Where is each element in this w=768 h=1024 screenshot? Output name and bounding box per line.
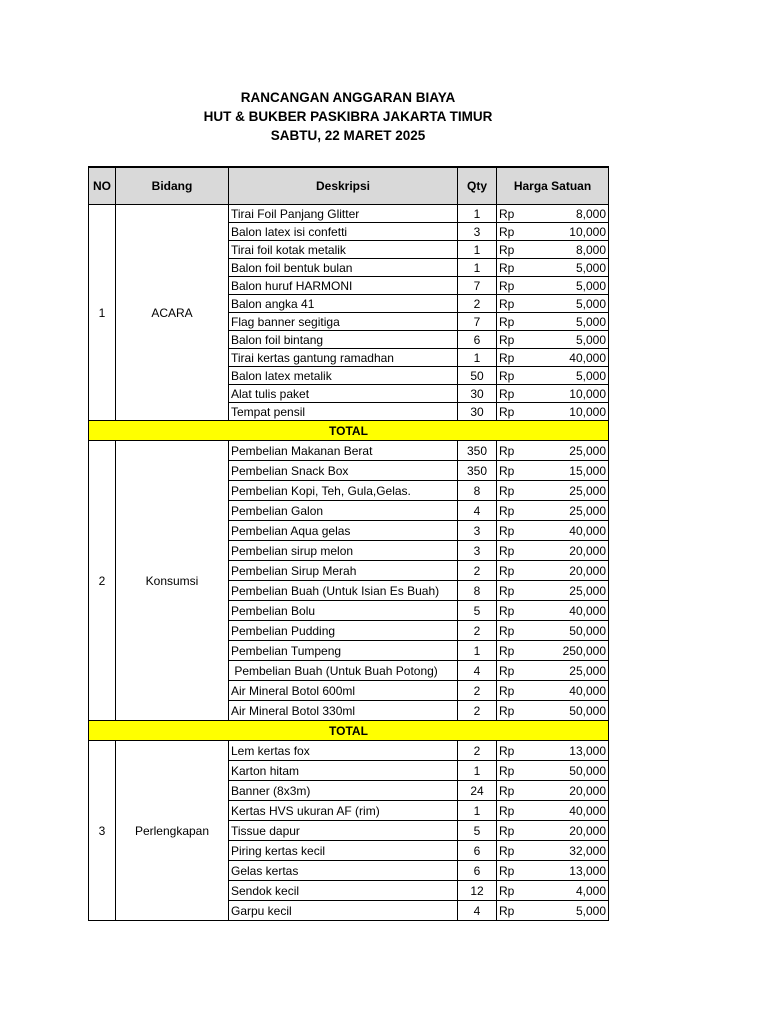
item-description: Pembelian sirup melon bbox=[229, 541, 458, 561]
item-qty: 3 bbox=[458, 521, 497, 541]
item-qty: 3 bbox=[458, 223, 497, 241]
item-description: Piring kertas kecil bbox=[229, 841, 458, 861]
price-amount: 20,000 bbox=[569, 783, 606, 798]
item-description: Pembelian Tumpeng bbox=[229, 641, 458, 661]
item-price bbox=[497, 901, 609, 921]
item-qty: 6 bbox=[458, 841, 497, 861]
currency-label: Rp bbox=[499, 314, 515, 329]
price-amount: 5,000 bbox=[575, 368, 606, 383]
item-price bbox=[497, 881, 609, 901]
item-qty: 1 bbox=[458, 205, 497, 223]
price-amount: 40,000 bbox=[569, 350, 606, 365]
price-amount: 5,000 bbox=[575, 260, 606, 275]
item-qty: 4 bbox=[458, 901, 497, 921]
item-price bbox=[497, 295, 609, 313]
section-bidang: ACARA bbox=[116, 205, 229, 421]
item-qty: 6 bbox=[458, 861, 497, 881]
item-description: Pembelian Galon bbox=[229, 501, 458, 521]
item-qty: 1 bbox=[458, 761, 497, 781]
header-no: NO bbox=[89, 167, 116, 205]
item-price bbox=[497, 661, 609, 681]
item-price bbox=[497, 781, 609, 801]
item-description: Pembelian Pudding bbox=[229, 621, 458, 641]
item-description: Tirai foil kotak metalik bbox=[229, 241, 458, 259]
currency-label: Rp bbox=[499, 643, 515, 658]
item-description: Karton hitam bbox=[229, 761, 458, 781]
currency-label: Rp bbox=[499, 483, 515, 498]
item-qty: 1 bbox=[458, 641, 497, 661]
item-price bbox=[497, 841, 609, 861]
item-qty: 30 bbox=[458, 385, 497, 403]
price-amount: 50,000 bbox=[569, 623, 606, 638]
header-bidang: Bidang bbox=[116, 167, 229, 205]
item-description: Tempat pensil bbox=[229, 403, 458, 421]
price-amount: 8,000 bbox=[575, 242, 606, 257]
total-label: TOTAL bbox=[89, 721, 609, 741]
item-qty: 2 bbox=[458, 701, 497, 721]
price-amount: 5,000 bbox=[575, 332, 606, 347]
price-amount: 8,000 bbox=[575, 206, 606, 221]
currency-label: Rp bbox=[499, 242, 515, 257]
table-body bbox=[89, 205, 609, 921]
item-qty: 2 bbox=[458, 741, 497, 761]
currency-label: Rp bbox=[499, 260, 515, 275]
price-amount: 20,000 bbox=[569, 563, 606, 578]
currency-label: Rp bbox=[499, 903, 515, 918]
item-price bbox=[497, 741, 609, 761]
price-amount: 15,000 bbox=[569, 463, 606, 478]
document-title bbox=[88, 88, 608, 145]
section-number: 1 bbox=[89, 205, 116, 421]
currency-label: Rp bbox=[499, 503, 515, 518]
price-amount: 32,000 bbox=[569, 843, 606, 858]
item-price bbox=[497, 223, 609, 241]
header-row bbox=[89, 167, 609, 205]
currency-label: Rp bbox=[499, 883, 515, 898]
price-amount: 10,000 bbox=[569, 404, 606, 419]
price-amount: 10,000 bbox=[569, 224, 606, 239]
item-qty: 1 bbox=[458, 241, 497, 259]
price-amount: 20,000 bbox=[569, 823, 606, 838]
item-price bbox=[497, 313, 609, 331]
item-qty: 350 bbox=[458, 441, 497, 461]
item-qty: 8 bbox=[458, 581, 497, 601]
item-description: Garpu kecil bbox=[229, 901, 458, 921]
item-description: Balon latex metalik bbox=[229, 367, 458, 385]
currency-label: Rp bbox=[499, 763, 515, 778]
price-amount: 25,000 bbox=[569, 583, 606, 598]
item-qty: 30 bbox=[458, 403, 497, 421]
item-price bbox=[497, 801, 609, 821]
item-qty: 2 bbox=[458, 295, 497, 313]
currency-label: Rp bbox=[499, 332, 515, 347]
currency-label: Rp bbox=[499, 523, 515, 538]
price-amount: 40,000 bbox=[569, 803, 606, 818]
item-price bbox=[497, 241, 609, 259]
currency-label: Rp bbox=[499, 703, 515, 718]
budget-table bbox=[88, 166, 609, 921]
price-amount: 25,000 bbox=[569, 443, 606, 458]
price-amount: 40,000 bbox=[569, 683, 606, 698]
item-qty: 24 bbox=[458, 781, 497, 801]
table-row bbox=[89, 741, 609, 761]
item-qty: 7 bbox=[458, 313, 497, 331]
item-qty: 2 bbox=[458, 621, 497, 641]
currency-label: Rp bbox=[499, 823, 515, 838]
item-description: Gelas kertas bbox=[229, 861, 458, 881]
price-amount: 40,000 bbox=[569, 603, 606, 618]
item-price bbox=[497, 277, 609, 295]
currency-label: Rp bbox=[499, 543, 515, 558]
item-qty: 6 bbox=[458, 331, 497, 349]
price-amount: 13,000 bbox=[569, 743, 606, 758]
total-label: TOTAL bbox=[89, 421, 609, 441]
item-description: Pembelian Buah (Untuk Buah Potong) bbox=[229, 661, 458, 681]
item-description: Balon foil bentuk bulan bbox=[229, 259, 458, 277]
item-price bbox=[497, 205, 609, 223]
currency-label: Rp bbox=[499, 296, 515, 311]
price-amount: 20,000 bbox=[569, 543, 606, 558]
currency-label: Rp bbox=[499, 463, 515, 478]
item-price bbox=[497, 367, 609, 385]
item-description: Flag banner segitiga bbox=[229, 313, 458, 331]
item-description: Balon latex isi confetti bbox=[229, 223, 458, 241]
section-bidang: Konsumsi bbox=[116, 441, 229, 721]
price-amount: 5,000 bbox=[575, 296, 606, 311]
item-qty: 12 bbox=[458, 881, 497, 901]
currency-label: Rp bbox=[499, 224, 515, 239]
currency-label: Rp bbox=[499, 563, 515, 578]
currency-label: Rp bbox=[499, 663, 515, 678]
item-qty: 1 bbox=[458, 801, 497, 821]
item-price bbox=[497, 621, 609, 641]
currency-label: Rp bbox=[499, 803, 515, 818]
item-description: Pembelian Snack Box bbox=[229, 461, 458, 481]
item-qty: 7 bbox=[458, 277, 497, 295]
currency-label: Rp bbox=[499, 386, 515, 401]
currency-label: Rp bbox=[499, 783, 515, 798]
item-qty: 1 bbox=[458, 349, 497, 367]
item-description: Balon foil bintang bbox=[229, 331, 458, 349]
item-description: Pembelian Makanan Berat bbox=[229, 441, 458, 461]
price-amount: 5,000 bbox=[575, 314, 606, 329]
item-price bbox=[497, 349, 609, 367]
header-harga: Harga Satuan bbox=[497, 167, 609, 205]
item-description: Balon angka 41 bbox=[229, 295, 458, 313]
item-price bbox=[497, 441, 609, 461]
price-amount: 5,000 bbox=[575, 903, 606, 918]
price-amount: 13,000 bbox=[569, 863, 606, 878]
item-price bbox=[497, 761, 609, 781]
section-number: 3 bbox=[89, 741, 116, 921]
title-line-2: HUT & BUKBER PASKIBRA JAKARTA TIMUR bbox=[203, 109, 493, 124]
item-description: Air Mineral Botol 600ml bbox=[229, 681, 458, 701]
item-qty: 3 bbox=[458, 541, 497, 561]
item-qty: 4 bbox=[458, 661, 497, 681]
item-qty: 2 bbox=[458, 561, 497, 581]
item-price bbox=[497, 821, 609, 841]
item-qty: 5 bbox=[458, 601, 497, 621]
title-line-3: SABTU, 22 MARET 2025 bbox=[270, 128, 426, 143]
item-qty: 4 bbox=[458, 501, 497, 521]
item-qty: 350 bbox=[458, 461, 497, 481]
price-amount: 4,000 bbox=[575, 883, 606, 898]
price-amount: 250,000 bbox=[562, 643, 606, 658]
price-amount: 5,000 bbox=[575, 278, 606, 293]
item-price bbox=[497, 581, 609, 601]
table-row bbox=[89, 205, 609, 223]
item-price bbox=[497, 385, 609, 403]
currency-label: Rp bbox=[499, 368, 515, 383]
currency-label: Rp bbox=[499, 863, 515, 878]
item-price bbox=[497, 561, 609, 581]
currency-label: Rp bbox=[499, 623, 515, 638]
currency-label: Rp bbox=[499, 583, 515, 598]
currency-label: Rp bbox=[499, 843, 515, 858]
item-description: Tirai Foil Panjang Glitter bbox=[229, 205, 458, 223]
item-qty: 2 bbox=[458, 681, 497, 701]
currency-label: Rp bbox=[499, 278, 515, 293]
total-row bbox=[89, 421, 609, 441]
item-price bbox=[497, 521, 609, 541]
price-amount: 25,000 bbox=[569, 663, 606, 678]
item-price bbox=[497, 403, 609, 421]
title-line-1: RANCANGAN ANGGARAN BIAYA bbox=[240, 90, 456, 105]
item-description: Lem kertas fox bbox=[229, 741, 458, 761]
item-description: Pembelian Bolu bbox=[229, 601, 458, 621]
item-qty: 8 bbox=[458, 481, 497, 501]
currency-label: Rp bbox=[499, 350, 515, 365]
currency-label: Rp bbox=[499, 404, 515, 419]
item-qty: 50 bbox=[458, 367, 497, 385]
item-price bbox=[497, 259, 609, 277]
price-amount: 50,000 bbox=[569, 703, 606, 718]
item-price bbox=[497, 701, 609, 721]
currency-label: Rp bbox=[499, 603, 515, 618]
item-price bbox=[497, 681, 609, 701]
price-amount: 25,000 bbox=[569, 503, 606, 518]
item-price bbox=[497, 541, 609, 561]
item-description: Pembelian Buah (Untuk Isian Es Buah) bbox=[229, 581, 458, 601]
section-bidang: Perlengkapan bbox=[116, 741, 229, 921]
item-description: Sendok kecil bbox=[229, 881, 458, 901]
item-price bbox=[497, 861, 609, 881]
price-amount: 50,000 bbox=[569, 763, 606, 778]
item-qty: 1 bbox=[458, 259, 497, 277]
item-description: Alat tulis paket bbox=[229, 385, 458, 403]
item-description: Pembelian Sirup Merah bbox=[229, 561, 458, 581]
item-price bbox=[497, 331, 609, 349]
price-amount: 40,000 bbox=[569, 523, 606, 538]
currency-label: Rp bbox=[499, 683, 515, 698]
currency-label: Rp bbox=[499, 206, 515, 221]
header-qty: Qty bbox=[458, 167, 497, 205]
item-description: Pembelian Kopi, Teh, Gula,Gelas. bbox=[229, 481, 458, 501]
table-row bbox=[89, 441, 609, 461]
item-description: Pembelian Aqua gelas bbox=[229, 521, 458, 541]
total-row bbox=[89, 721, 609, 741]
item-price bbox=[497, 601, 609, 621]
item-qty: 5 bbox=[458, 821, 497, 841]
header-deskripsi: Deskripsi bbox=[229, 167, 458, 205]
item-description: Kertas HVS ukuran AF (rim) bbox=[229, 801, 458, 821]
section-number: 2 bbox=[89, 441, 116, 721]
price-amount: 10,000 bbox=[569, 386, 606, 401]
currency-label: Rp bbox=[499, 443, 515, 458]
item-price bbox=[497, 641, 609, 661]
item-price bbox=[497, 501, 609, 521]
currency-label: Rp bbox=[499, 743, 515, 758]
item-description: Tirai kertas gantung ramadhan bbox=[229, 349, 458, 367]
item-description: Banner (8x3m) bbox=[229, 781, 458, 801]
item-price bbox=[497, 461, 609, 481]
price-amount: 25,000 bbox=[569, 483, 606, 498]
item-description: Balon huruf HARMONI bbox=[229, 277, 458, 295]
item-price bbox=[497, 481, 609, 501]
item-description: Tissue dapur bbox=[229, 821, 458, 841]
item-description: Air Mineral Botol 330ml bbox=[229, 701, 458, 721]
